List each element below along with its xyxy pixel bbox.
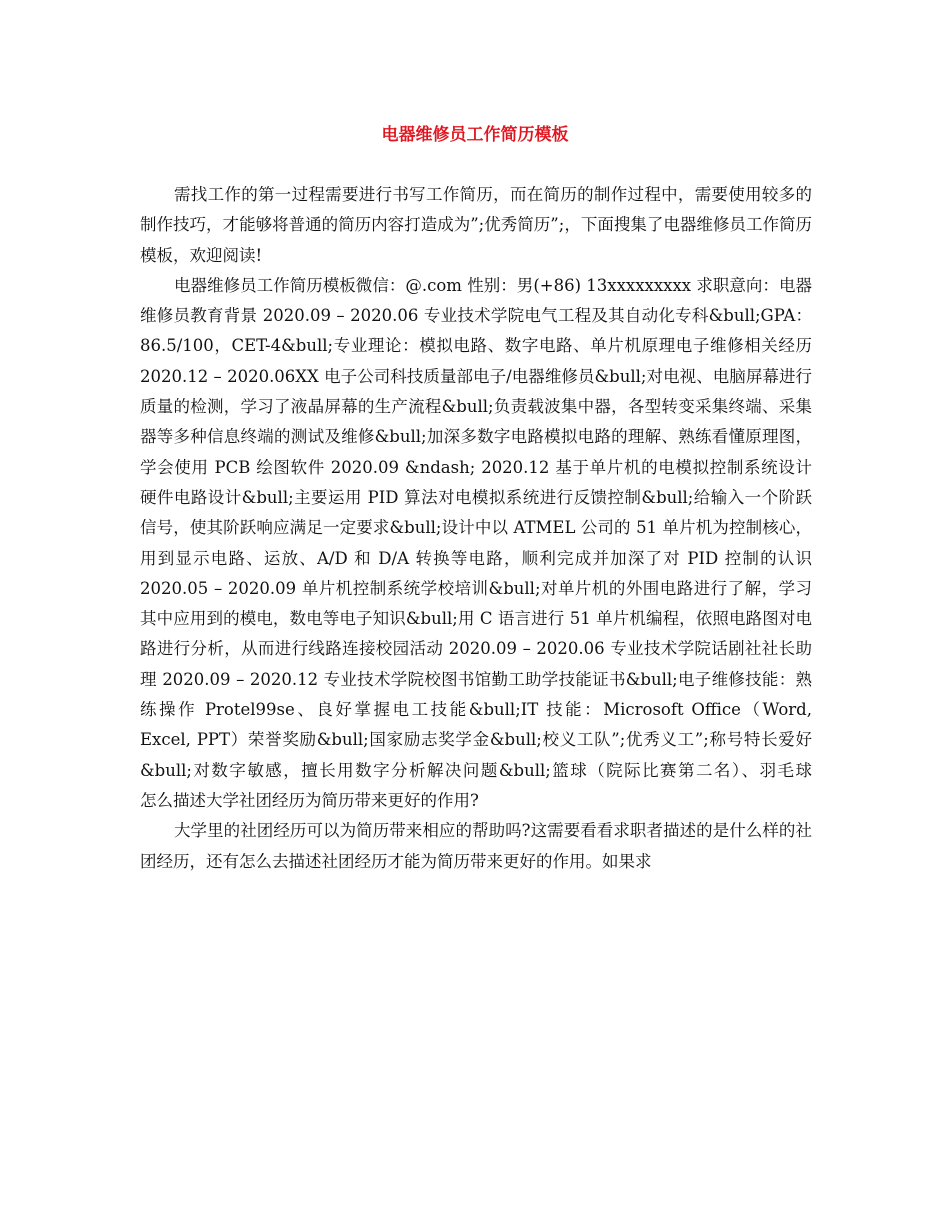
document-title: 电器维修员工作简历模板	[381, 125, 569, 145]
paragraph-intro: 需找工作的第一过程需要进行书写工作简历，而在简历的制作过程中，需要使用较多的制作技巧，才能够将普通的简历内容打造成为”;优秀简历”;，下面搜集了电器维修员工作简历模板，欢迎阅读!	[140, 185, 812, 265]
document-body	[140, 180, 845, 877]
paragraph-club-experience: 大学里的社团经历可以为简历带来相应的帮助吗?这需要看看求职者描述的是什么样的社团经历，还有怎么去描述社团经历才能为简历带来更好的作用。如果求	[140, 821, 812, 871]
paragraph-resume: 电器维修员工作简历模板微信：@.com 性别：男(+86) 13xxxxxxxxx 求职意向：电器维修员教育背景 2020.09 – 2020.06 专业技术学院电气工程及其自动化专科&bull;GPA：86.5/100，CET-4&bull;专业理论：模拟电路、数字电路、单片机原理电子维修相关经历 2020.12 – 2020.06XX 电子公司科技质量部电子/电器维修员&bull;对电视、电脑屏幕进行质量的检测，学习了液晶屏幕的生产流程&bull;负责载波集中器，各型转变采集终端、采集器等多种信息终端的测试及维修&bull;加深多数字电路模拟电路的理解、熟练看懂原理图，学会使用 PCB 绘图软件 2020.09 &ndash; 2020.12 基于单片机的电模拟控制系统设计 硬件电路设计&bull;主要运用 PID 算法对电模拟系统进行反馈控制&bull;给输入一个阶跃信号，使其阶跃响应满足一定要求&bull;设计中以 ATMEL 公司的 51 单片机为控制核心，用到显示电路、运放、A/D 和 D/A 转换等电路，顺利完成并加深了对 PID 控制的认识 2020.05 – 2020.09 单片机控制系统学校培训&bull;对单片机的外围电路进行了解，学习其中应用到的模电，数电等电子知识&bull;用 C 语言进行 51 单片机编程，依照电路图对电路进行分析，从而进行线路连接校园活动 2020.09 – 2020.06 专业技术学院话剧社社长助理 2020.09 – 2020.12 专业技术学院校图书馆勤工助学技能证书&bull;电子维修技能：熟练操作 Protel99se、良好掌握电工技能&bull;IT 技能：Microsoft Office（Word, Excel, PPT）荣誉奖励&bull;国家励志奖学金&bull;校义工队”;优秀义工”;称号特长爱好&bull;对数字敏感，擅长用数字分析解决问题&bull;篮球（院际比赛第二名）、羽毛球 怎么描述大学社团经历为简历带来更好的作用?	[140, 275, 845, 810]
